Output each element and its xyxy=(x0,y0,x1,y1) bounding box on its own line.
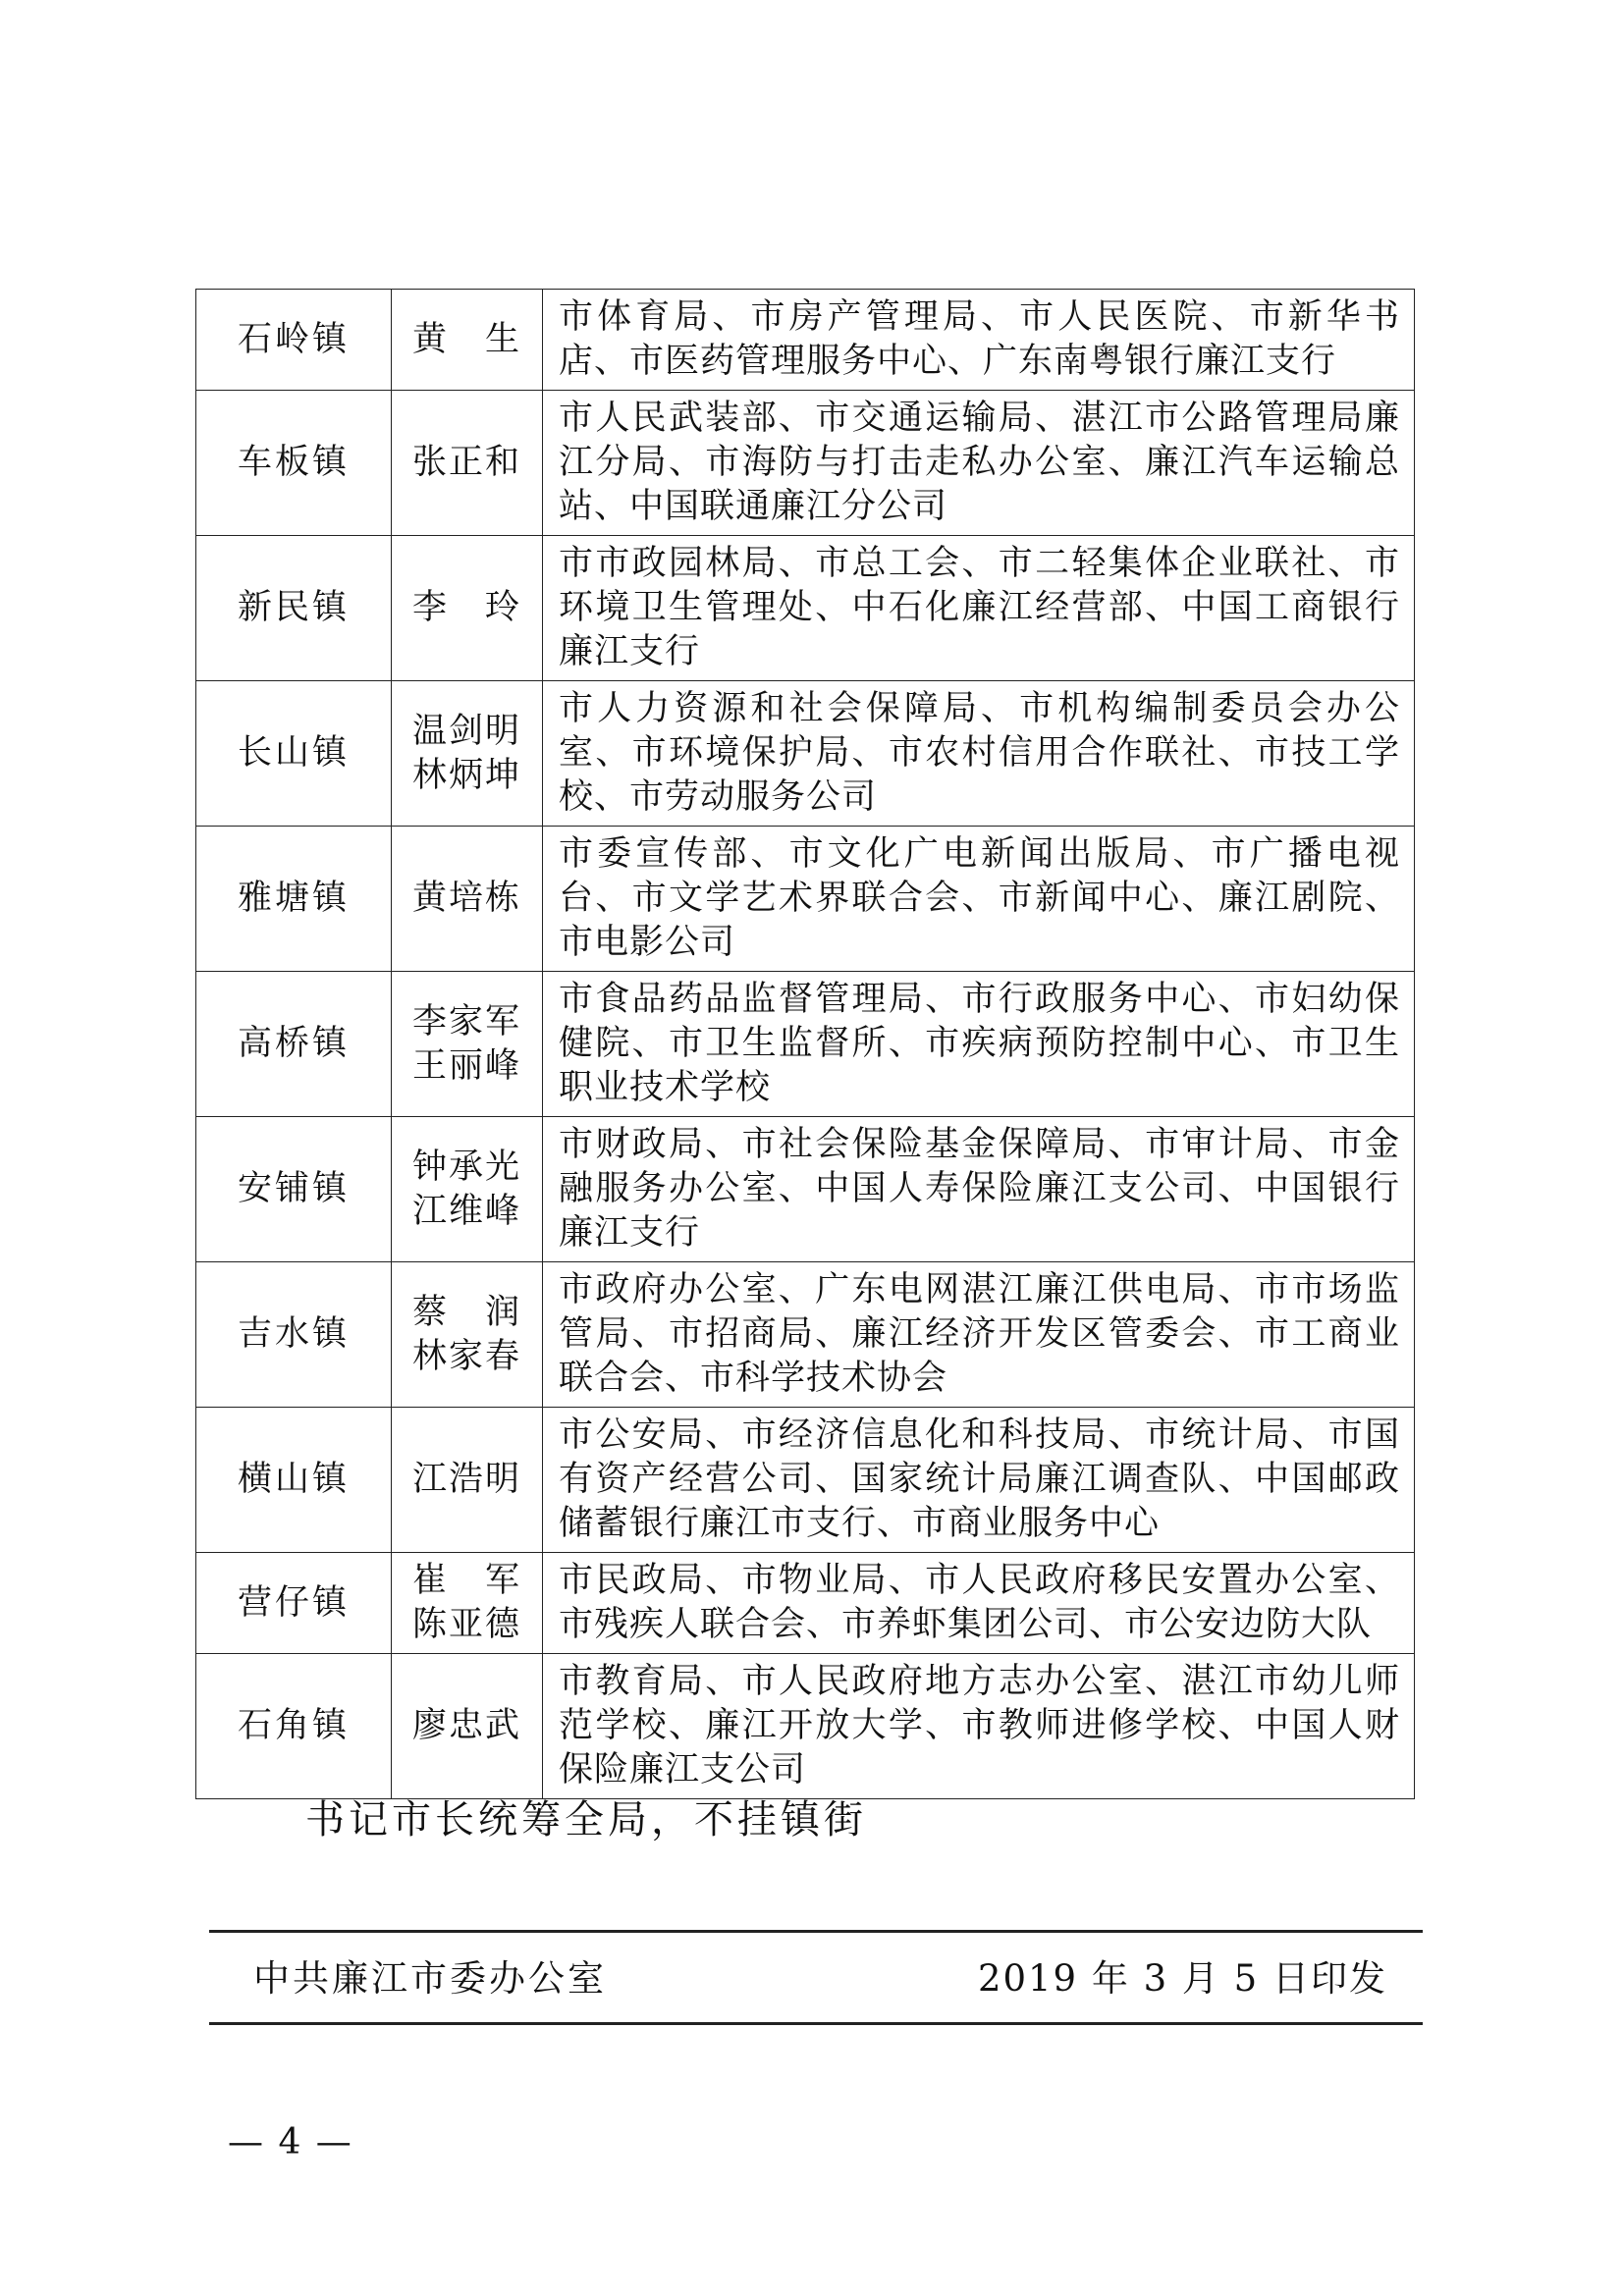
town-cell: 吉水镇 xyxy=(196,1262,392,1408)
leader-name: 黄培栋 xyxy=(411,879,521,918)
table-row xyxy=(196,681,1415,827)
units-cell: 市委宣传部、市文化广电新闻出版局、市广播电视台、市文学艺术界联合会、市新闻中心、廉江剧院、市电影公司 xyxy=(543,827,1415,972)
footnote: 书记市长统筹全局，不挂镇街 xyxy=(305,1797,867,1842)
leader-cell xyxy=(392,391,543,536)
footer-rule-top xyxy=(209,1930,1423,1933)
leader-cell xyxy=(392,681,543,827)
leader-name: 李家军 xyxy=(411,1001,521,1041)
units-cell: 市人民武装部、市交通运输局、湛江市公路管理局廉江分局、市海防与打击走私办公室、廉江汽车运输总站、中国联通廉江分公司 xyxy=(543,391,1415,536)
leader-name: 崔 军 xyxy=(411,1561,521,1600)
footer-rule-bottom xyxy=(209,2022,1423,2025)
leader-cell xyxy=(392,1553,543,1654)
leader-name: 林炳坤 xyxy=(411,755,521,795)
leader-name: 钟承光 xyxy=(411,1147,521,1187)
town-cell: 雅塘镇 xyxy=(196,827,392,972)
town-cell: 石角镇 xyxy=(196,1654,392,1799)
table-row xyxy=(196,536,1415,681)
town-cell: 新民镇 xyxy=(196,536,392,681)
leader-cell xyxy=(392,1117,543,1262)
issuer: 中共廉江市委办公室 xyxy=(253,1957,607,2000)
leader-name: 张正和 xyxy=(411,443,521,482)
units-cell: 市民政局、市物业局、市人民政府移民安置办公室、市残疾人联合会、市养虾集团公司、市公安边防大队 xyxy=(543,1553,1415,1654)
units-cell: 市人力资源和社会保障局、市机构编制委员会办公室、市环境保护局、市农村信用合作联社、市技工学校、市劳动服务公司 xyxy=(543,681,1415,827)
town-cell: 长山镇 xyxy=(196,681,392,827)
assignment-table-body xyxy=(196,290,1415,1799)
leader-name: 李 玲 xyxy=(411,588,521,627)
town-cell: 车板镇 xyxy=(196,391,392,536)
leader-cell xyxy=(392,827,543,972)
table-row xyxy=(196,290,1415,391)
table-row xyxy=(196,391,1415,536)
units-cell: 市市政园林局、市总工会、市二轻集体企业联社、市环境卫生管理处、中石化廉江经营部、中国工商银行廉江支行 xyxy=(543,536,1415,681)
town-cell: 石岭镇 xyxy=(196,290,392,391)
table-row xyxy=(196,1654,1415,1799)
leader-cell xyxy=(392,1654,543,1799)
units-cell: 市公安局、市经济信息化和科技局、市统计局、市国有资产经营公司、国家统计局廉江调查队、中国邮政储蓄银行廉江市支行、市商业服务中心 xyxy=(543,1408,1415,1553)
leader-name: 王丽峰 xyxy=(411,1045,521,1086)
leader-name: 廖忠武 xyxy=(411,1706,521,1745)
leader-name: 林家春 xyxy=(411,1336,521,1376)
leader-cell xyxy=(392,290,543,391)
table-row xyxy=(196,1408,1415,1553)
table-row xyxy=(196,972,1415,1117)
issue-date: 2019 年 3 月 5 日印发 xyxy=(977,1957,1387,2000)
units-cell: 市教育局、市人民政府地方志办公室、湛江市幼儿师范学校、廉江开放大学、市教师进修学校、中国人财保险廉江支公司 xyxy=(543,1654,1415,1799)
town-cell: 营仔镇 xyxy=(196,1553,392,1654)
leader-cell xyxy=(392,1262,543,1408)
units-cell: 市食品药品监督管理局、市行政服务中心、市妇幼保健院、市卫生监督所、市疾病预防控制中心、市卫生职业技术学校 xyxy=(543,972,1415,1117)
leader-cell xyxy=(392,972,543,1117)
leader-name: 蔡 润 xyxy=(411,1292,521,1332)
town-cell: 横山镇 xyxy=(196,1408,392,1553)
leader-name: 江浩明 xyxy=(411,1460,521,1499)
town-cell: 高桥镇 xyxy=(196,972,392,1117)
table-row xyxy=(196,827,1415,972)
units-cell: 市政府办公室、广东电网湛江廉江供电局、市市场监管局、市招商局、廉江经济开发区管委会、市工商业联合会、市科学技术协会 xyxy=(543,1262,1415,1408)
leader-cell xyxy=(392,536,543,681)
table-row xyxy=(196,1117,1415,1262)
units-cell: 市体育局、市房产管理局、市人民医院、市新华书店、市医药管理服务中心、广东南粤银行廉江支行 xyxy=(543,290,1415,391)
leader-name: 黄 生 xyxy=(411,319,521,359)
leader-name: 江维峰 xyxy=(411,1191,521,1231)
table-row xyxy=(196,1553,1415,1654)
units-cell: 市财政局、市社会保险基金保障局、市审计局、市金融服务办公室、中国人寿保险廉江支公司、中国银行廉江支行 xyxy=(543,1117,1415,1262)
town-cell: 安铺镇 xyxy=(196,1117,392,1262)
leader-name: 温剑明 xyxy=(411,711,521,751)
leader-cell xyxy=(392,1408,543,1553)
page-number: — 4 — xyxy=(228,2122,353,2163)
assignment-table xyxy=(195,289,1415,1799)
leader-name: 陈亚德 xyxy=(411,1605,521,1644)
table-row xyxy=(196,1262,1415,1408)
